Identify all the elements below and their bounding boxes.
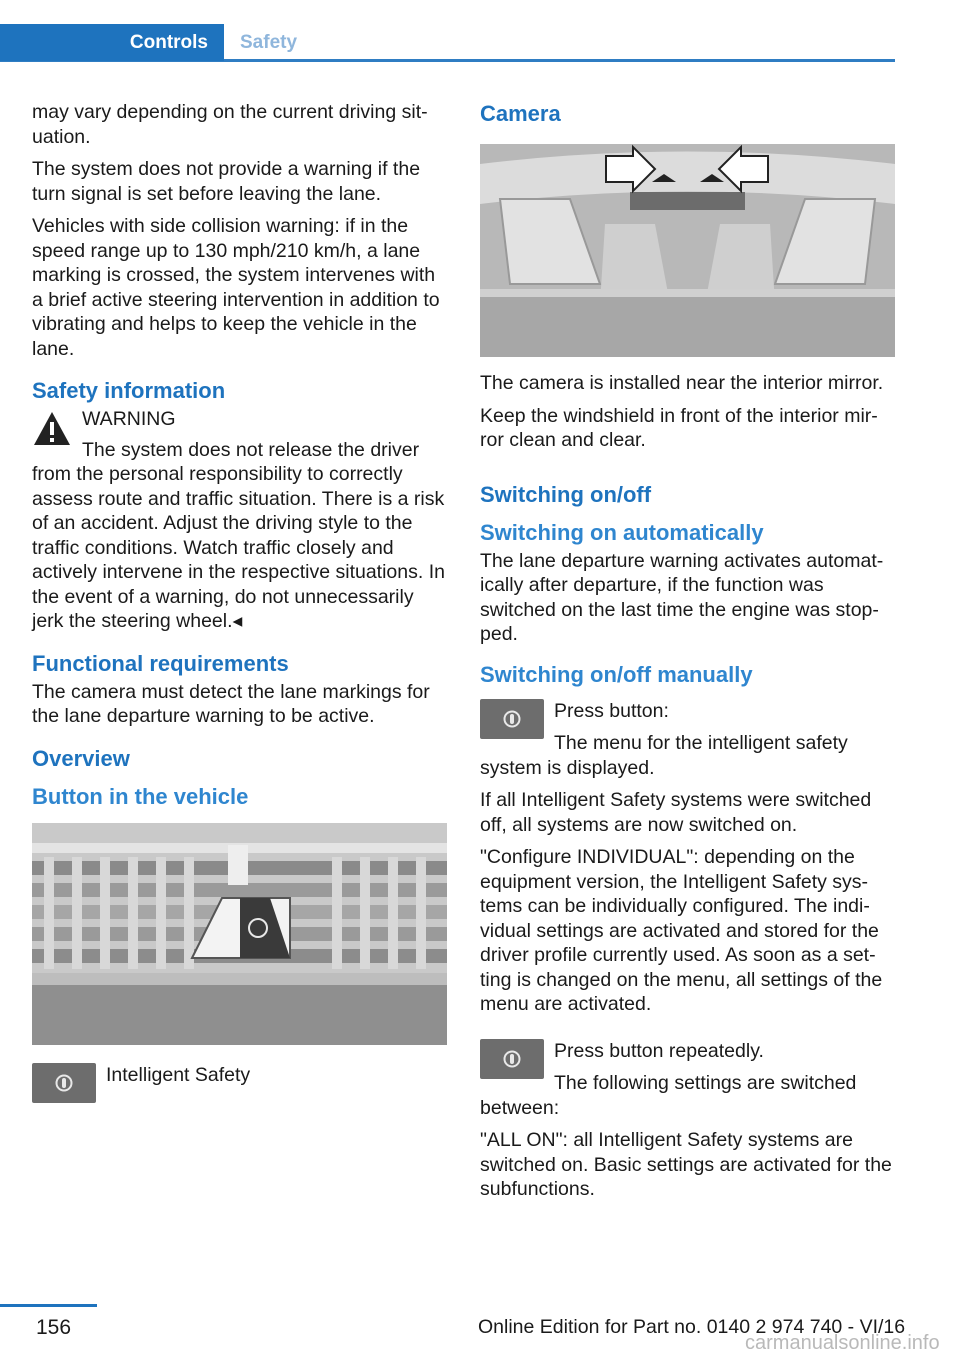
paragraph: The following settings are switched between: <box>480 1072 857 1119</box>
warning-triangle-icon <box>32 409 72 449</box>
warning-label: WARNING <box>82 408 176 430</box>
intelligent-safety-button-icon <box>32 1063 96 1103</box>
tab-safety[interactable]: Safety <box>240 32 298 53</box>
section-heading-overview: Overview <box>32 745 130 771</box>
subsection-heading-button-in-vehicle: Button in the vehicle <box>32 783 249 809</box>
button-caption: Intelligent Safety <box>106 1063 251 1086</box>
paragraph: Vehicles with side collision warning: if in the speed range up to 130 mph/210 km/h, a lane marking is crossed, the system intervenes with a brief active steering intervention in addition to vibrating and helps to keep the vehicle in the lane. <box>32 215 440 360</box>
paragraph: The menu for the intelligent safety system is displayed. <box>480 732 848 779</box>
press-button-block <box>480 699 895 781</box>
paragraph: "ALL ON": all Intelligent Safety systems are switched on. Basic settings are activated for the subfunctions. <box>480 1129 892 1200</box>
intelligent-safety-button-icon <box>480 699 544 739</box>
warning-block <box>32 407 447 634</box>
section-heading-switching-on-off: Switching on/off <box>480 481 652 507</box>
warning-text: The system does not release the driver from the personal responsibility to correctly assess route and traffic situation. There is a risk of an accident. Adjust the driving style to the traffic conditions. Watch traffic closely and actively intervene in the respective situations. In the event of a warning, do not unnecessarily jerk the steering wheel.◂ <box>32 438 445 632</box>
paragraph: "Configure INDIVIDUAL": depending on the equipment version, the Intelligent Safety sys‐tems can be individually configured. The indi‐vidual settings are activated and stored for the driver profile currently used. As soon as a set‐ting is changed on the menu, all settings of the menu are activated. <box>480 846 883 1015</box>
subsection-heading-switching-on-off-manually: Switching on/off manually <box>480 661 753 687</box>
section-heading-camera: Camera <box>480 101 561 126</box>
paragraph: The lane departure warning activates automat‐ically after departure, if the function was switched on the last time the engine was stop‐ped. <box>480 549 884 645</box>
paragraph: Press button repeatedly. <box>554 1039 764 1062</box>
chapter-tabs <box>0 24 895 61</box>
paragraph: The camera must detect the lane markings for the lane departure warning to be active. <box>32 680 430 727</box>
press-button-repeatedly-block <box>480 1039 895 1121</box>
intelligent-safety-button-icon <box>480 1039 544 1079</box>
footer-rule <box>0 1304 97 1307</box>
paragraph: may vary depending on the current driving sit‐uation. <box>32 101 428 148</box>
right-column <box>480 100 895 1210</box>
paragraph: The system does not provide a warning if the turn signal is set before leaving the lane. <box>32 158 421 205</box>
edition-note: Online Edition for Part no. 0140 2 974 740 - VI/16 <box>478 1316 906 1338</box>
tab-controls[interactable]: Controls <box>0 24 224 61</box>
section-heading-functional-requirements: Functional requirements <box>32 650 289 676</box>
left-column <box>32 100 447 1107</box>
paragraph: The camera is installed near the interior mirror. <box>480 372 884 394</box>
button-in-vehicle-photo <box>32 823 447 1045</box>
camera-location-photo <box>480 144 895 357</box>
section-heading-safety-information: Safety information <box>32 378 226 403</box>
watermark: carmanualsonline.info <box>745 1332 940 1354</box>
page-number: 156 <box>36 1316 72 1339</box>
subsection-heading-switching-on-automatically: Switching on automatically <box>480 519 764 545</box>
intelligent-safety-legend <box>32 1063 447 1088</box>
paragraph: Keep the windshield in front of the interior mir‐ror clean and clear. <box>480 404 878 451</box>
paragraph: Press button: <box>554 699 669 722</box>
paragraph: If all Intelligent Safety systems were switched off, all systems are now switched on. <box>480 789 872 836</box>
